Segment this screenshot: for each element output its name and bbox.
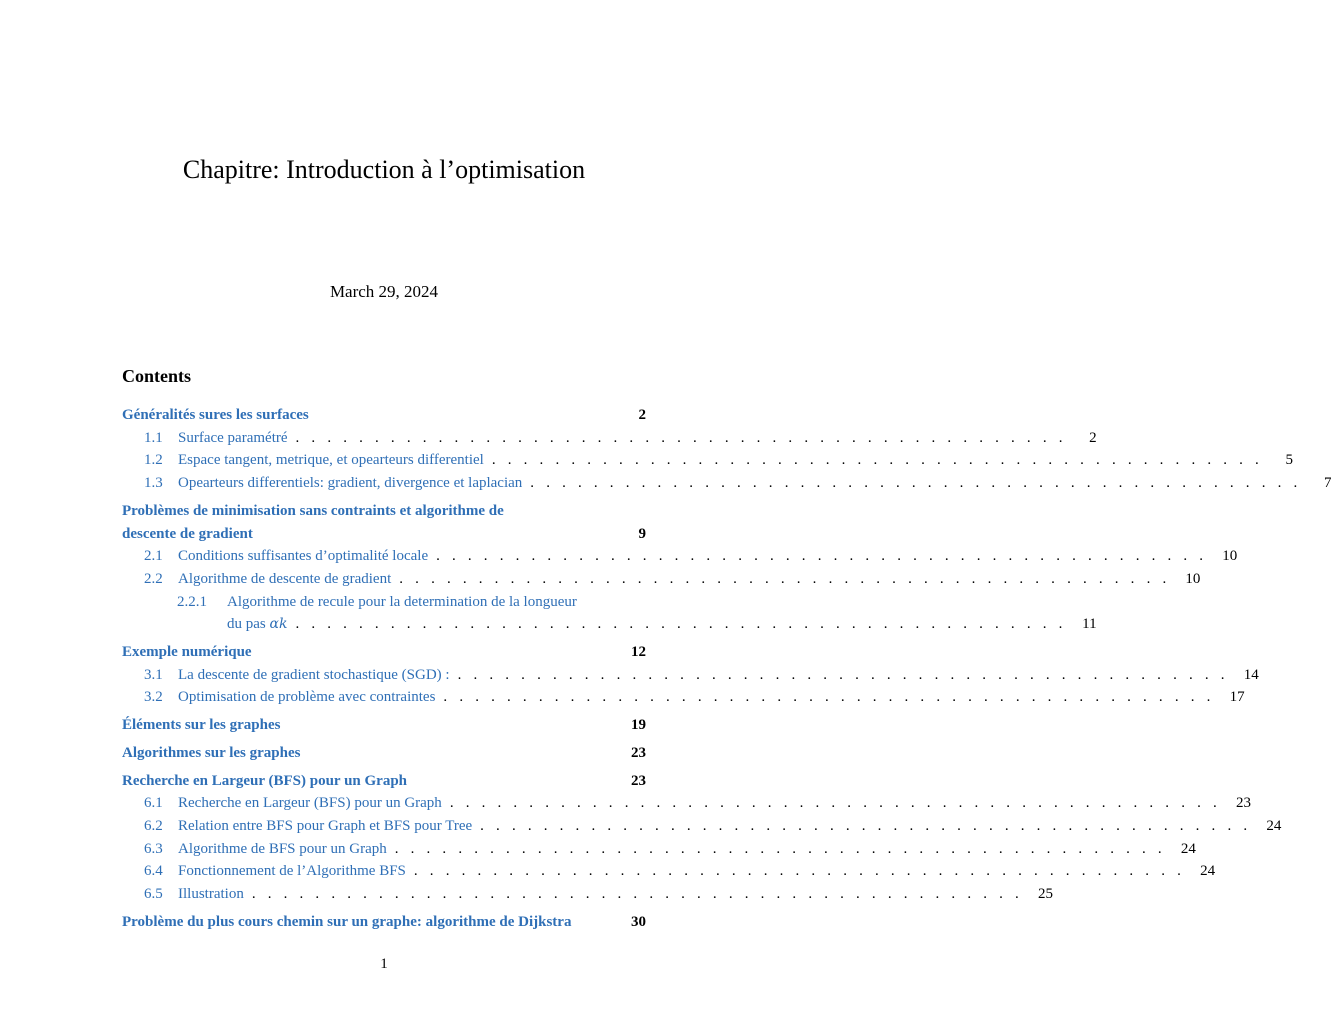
toc-section-number: 1.3: [144, 475, 163, 492]
toc-section-title[interactable]: Recherche en Largeur (BFS) pour un Graph: [178, 795, 442, 812]
toc-page-number: 7: [1323, 475, 1331, 492]
alpha-k-symbol: αk: [269, 616, 288, 633]
toc-page-number: 10: [1185, 570, 1201, 587]
toc-section-3-1[interactable]: [122, 664, 1259, 687]
toc-page-number: 23: [631, 772, 646, 789]
toc-section-number: 3.2: [144, 689, 163, 706]
toc-page-number: 17: [1229, 689, 1245, 706]
toc-dot-leader: . . . . . . . . . . . . . . . . . . . . . . . . . . . . . . . . . . . . . . . . . . . . . . . . .: [436, 548, 1208, 565]
toc-chapter-title[interactable]: Problème du plus cours chemin sur un graphe: algorithme de Dijkstra: [122, 913, 572, 930]
toc-section-title[interactable]: Algorithme de BFS pour un Graph: [178, 840, 387, 857]
toc-subsection-title[interactable]: Algorithme de recule pour la determination de la longueur: [227, 593, 577, 610]
toc-section-number: 6.1: [144, 795, 163, 812]
toc-page-number: 25: [1037, 886, 1053, 903]
toc-page-number: 14: [1243, 666, 1259, 683]
toc-chapter-2[interactable]: [122, 500, 646, 545]
toc-section-number: 6.5: [144, 886, 163, 903]
toc-section-3-2[interactable]: [122, 686, 1245, 709]
toc-page-number: 10: [1222, 548, 1238, 565]
toc-chapter-7[interactable]: [122, 911, 646, 934]
toc-page-number: 30: [631, 913, 646, 930]
toc-dot-leader: . . . . . . . . . . . . . . . . . . . . . . . . . . . . . . . . . . . . . . . . . . . . . . . . .: [457, 666, 1229, 683]
toc-section-title[interactable]: Opearteurs differentiels: gradient, divergence et laplacian: [178, 475, 523, 492]
toc-dot-leader: . . . . . . . . . . . . . . . . . . . . . . . . . . . . . . . . . . . . . . . . . . . . . . . . .: [295, 616, 1067, 633]
toc-subsection-2-2-1[interactable]: [122, 591, 1097, 636]
toc-chapter-5[interactable]: [122, 742, 646, 765]
toc-section-title[interactable]: Illustration: [178, 886, 244, 903]
toc-chapter-4[interactable]: [122, 714, 646, 737]
toc-page-number: 12: [631, 644, 646, 661]
toc-chapter-title[interactable]: Algorithmes sur les graphes: [122, 744, 301, 761]
toc-chapter-3[interactable]: [122, 641, 646, 664]
toc-page-number: 24: [1266, 817, 1282, 834]
toc-subsection-title-part[interactable]: du pas: [227, 616, 270, 633]
toc-dot-leader: . . . . . . . . . . . . . . . . . . . . . . . . . . . . . . . . . . . . . . . . . . . . . . . . .: [480, 817, 1252, 834]
toc-section-title[interactable]: Optimisation de problème avec contraintes: [178, 689, 436, 706]
toc-section-title[interactable]: Algorithme de descente de gradient: [178, 570, 392, 587]
toc-dot-leader: . . . . . . . . . . . . . . . . . . . . . . . . . . . . . . . . . . . . . . . . . . . . . . . . .: [295, 429, 1067, 446]
toc-chapter-6[interactable]: [122, 770, 646, 793]
document-date: March 29, 2024: [329, 282, 439, 301]
toc-chapter-title[interactable]: Éléments sur les graphes: [122, 717, 281, 734]
toc-page-number: 9: [638, 525, 646, 542]
toc-dot-leader: . . . . . . . . . . . . . . . . . . . . . . . . . . . . . . . . . . . . . . . . . . . . . . . . .: [413, 863, 1186, 880]
toc-section-6-1[interactable]: [122, 792, 1251, 815]
toc-page-number: 19: [631, 717, 646, 734]
toc-page-number: 23: [1235, 795, 1251, 812]
toc-section-1-1[interactable]: [122, 427, 1097, 450]
toc-dot-leader: . . . . . . . . . . . . . . . . . . . . . . . . . . . . . . . . . . . . . . . . . . . . . . . . .: [394, 840, 1166, 857]
toc-dot-leader: . . . . . . . . . . . . . . . . . . . . . . . . . . . . . . . . . . . . . . . . . . . . . . . . .: [530, 475, 1302, 492]
toc-section-title[interactable]: Surface paramétré: [178, 429, 288, 446]
toc-section-number: 6.4: [144, 863, 163, 880]
toc-chapter-title[interactable]: Exemple numérique: [122, 644, 252, 661]
toc-section-title[interactable]: Relation entre BFS pour Graph et BFS pour Tree: [178, 817, 473, 834]
toc-chapter-title[interactable]: Problèmes de minimisation sans contraints et algorithme de descente de gradient: [122, 502, 504, 542]
toc-dot-leader: . . . . . . . . . . . . . . . . . . . . . . . . . . . . . . . . . . . . . . . . . . . . . . . . .: [399, 570, 1171, 587]
toc-page-number: 2: [1089, 429, 1097, 446]
toc-section-number: 6.2: [144, 817, 163, 834]
toc-section-2-2[interactable]: [122, 568, 1201, 591]
toc-section-title[interactable]: Conditions suffisantes d’optimalité locale: [178, 548, 429, 565]
contents-heading: Contents: [122, 366, 192, 386]
toc-subsection-title-continued: [227, 613, 287, 636]
toc-page-number: 11: [1082, 616, 1097, 633]
toc-page-number: 24: [1180, 840, 1196, 857]
toc-section-number: 1.1: [144, 429, 163, 446]
toc-page-number: 24: [1200, 863, 1216, 880]
document-title: Chapitre: Introduction à l’optimisation: [182, 155, 586, 184]
toc-subsection-number: 2.2.1: [177, 593, 207, 610]
toc-page-number: 23: [631, 744, 646, 761]
toc-section-number: 6.3: [144, 840, 163, 857]
toc-chapter-title[interactable]: Généralités sures les surfaces: [122, 407, 309, 423]
toc-section-title[interactable]: Espace tangent, metrique, et opearteurs differentiel: [178, 452, 484, 469]
toc-dot-leader: . . . . . . . . . . . . . . . . . . . . . . . . . . . . . . . . . . . . . . . . . . . . . . . . .: [251, 886, 1023, 903]
toc-section-number: 2.1: [144, 548, 163, 565]
toc-subsection-line1: [177, 591, 1097, 614]
toc-section-1-3[interactable]: [122, 472, 1331, 495]
toc-section-title[interactable]: La descente de gradient stochastique (SGD) :: [178, 666, 450, 683]
toc-subsection-line2: [177, 613, 1097, 636]
toc-section-6-3[interactable]: [122, 838, 1196, 861]
toc-section-6-5[interactable]: [122, 883, 1053, 906]
toc-section-1-2[interactable]: [122, 449, 1293, 472]
toc-section-number: 2.2: [144, 570, 163, 587]
toc-chapter-1[interactable]: [122, 404, 646, 427]
toc-section-number: 3.1: [144, 666, 163, 683]
table-of-contents: [122, 404, 1331, 933]
toc-chapter-title[interactable]: Recherche en Largeur (BFS) pour un Graph: [122, 772, 408, 789]
toc-dot-leader: . . . . . . . . . . . . . . . . . . . . . . . . . . . . . . . . . . . . . . . . . . . . . . . . .: [449, 795, 1221, 812]
toc-section-2-1[interactable]: [122, 545, 1238, 568]
toc-page-number: 5: [1285, 452, 1293, 469]
toc-section-6-4[interactable]: [122, 860, 1216, 883]
toc-subsection-body: [177, 591, 1097, 636]
toc-section-number: 1.2: [144, 452, 163, 469]
toc-page-number: 2: [638, 407, 646, 423]
page-number: 1: [380, 956, 388, 972]
toc-dot-leader: . . . . . . . . . . . . . . . . . . . . . . . . . . . . . . . . . . . . . . . . . . . . . . . . .: [443, 689, 1215, 706]
toc-dot-leader: . . . . . . . . . . . . . . . . . . . . . . . . . . . . . . . . . . . . . . . . . . . . . . . . .: [491, 452, 1263, 469]
toc-section-title[interactable]: Fonctionnement de l’Algorithme BFS: [178, 863, 406, 880]
toc-section-6-2[interactable]: [122, 815, 1282, 838]
